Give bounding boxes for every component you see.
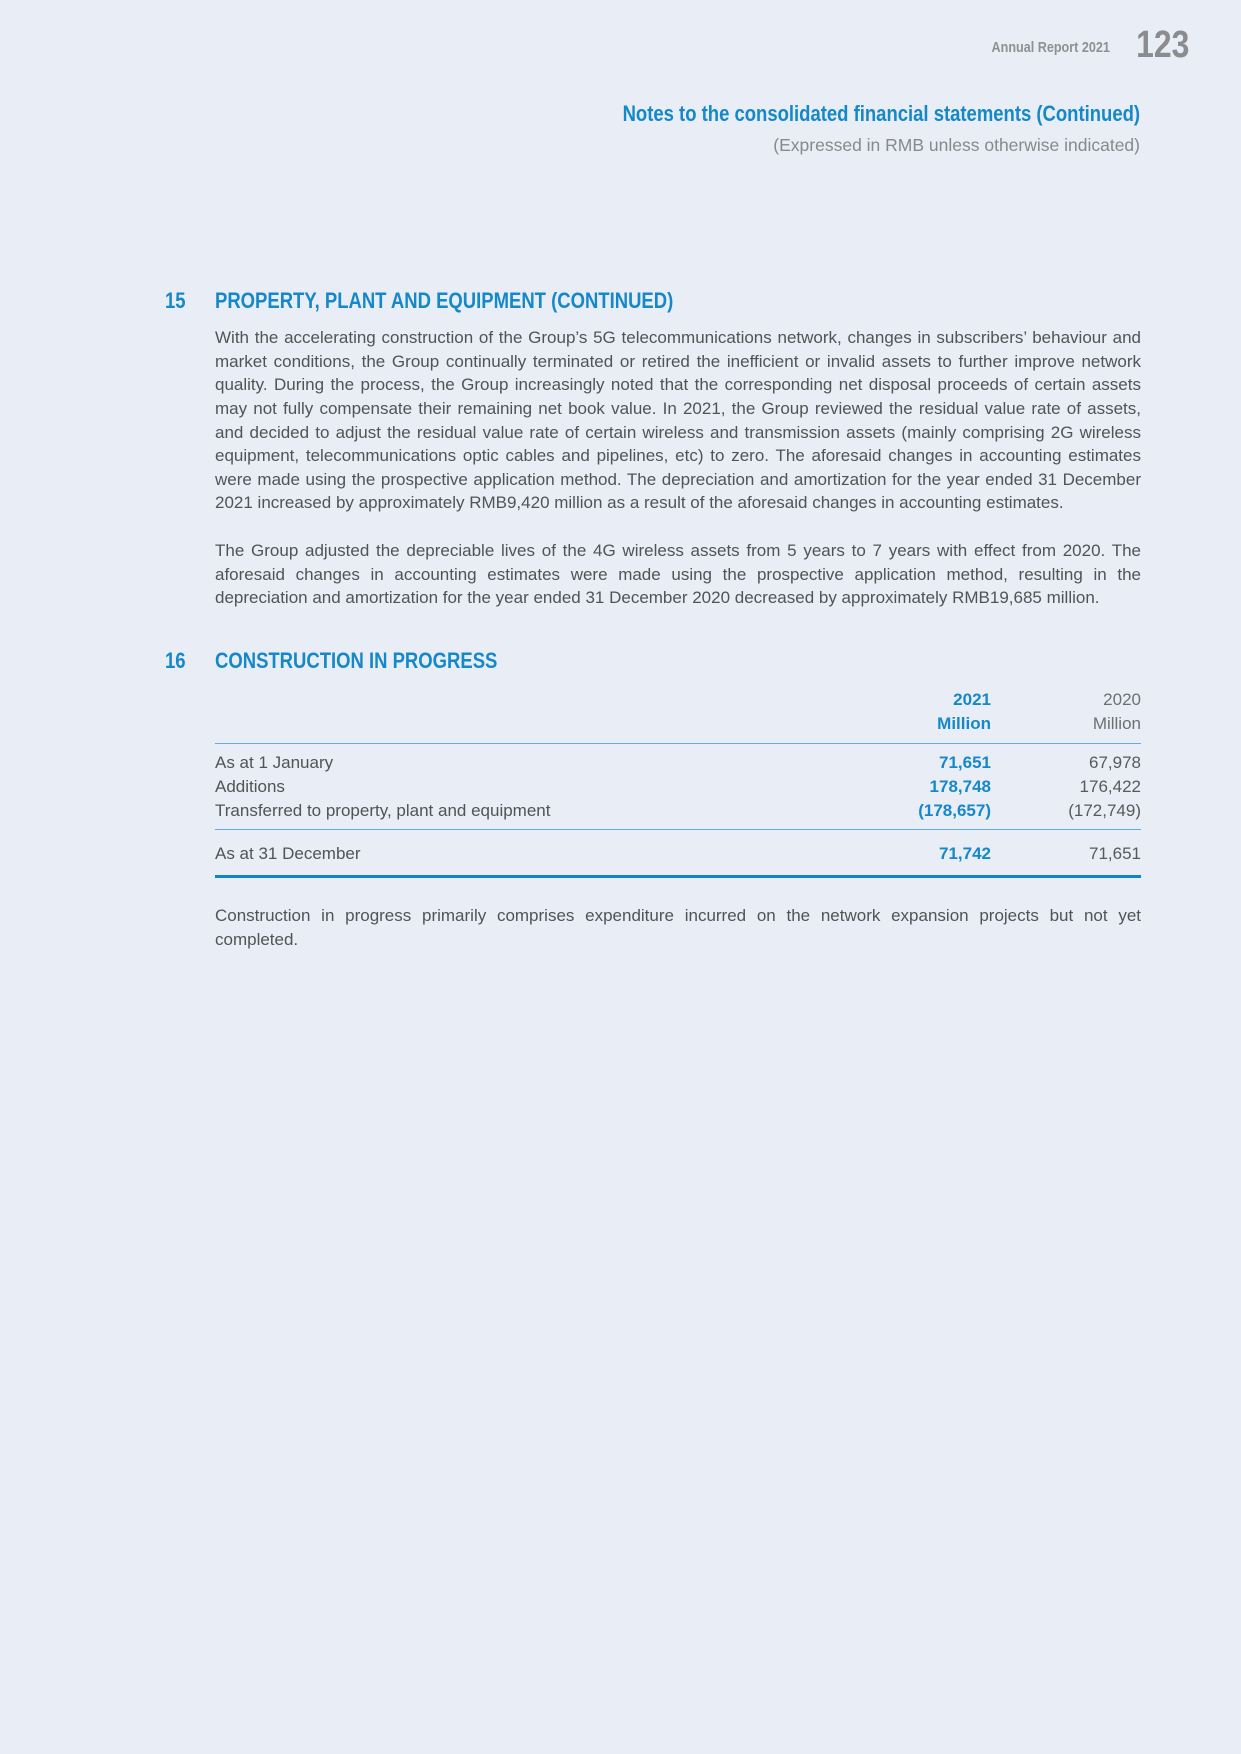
row-value-2020: (172,749) <box>1068 801 1141 821</box>
row-value-2021: 71,651 <box>939 753 991 773</box>
row-label-as-at-1-january: As at 1 January <box>215 753 334 773</box>
section-16 <box>165 648 1141 975</box>
row-value-2021: 178,748 <box>929 777 991 797</box>
page-content <box>165 288 1141 989</box>
table-row <box>215 799 1141 823</box>
table-row <box>215 775 1141 799</box>
section-16-heading: CONSTRUCTION IN PROGRESS <box>215 647 498 673</box>
column-header-year-2020: 2020 <box>1103 690 1141 710</box>
section-15-body <box>215 288 1141 634</box>
row-value-2020: 176,422 <box>1079 777 1141 797</box>
row-label-additions: Additions <box>215 777 285 797</box>
section-16-body <box>215 648 1141 975</box>
section-15-number: 15 <box>165 288 186 313</box>
table-header-unit-row <box>215 712 1141 736</box>
total-value-2021: 71,742 <box>939 844 991 864</box>
column-header-year-2021: 2021 <box>953 690 991 710</box>
table-total-row <box>215 842 1141 866</box>
section-16-paragraph-1: Construction in progress primarily comprises expenditure incurred on the network expansion projects but not yet completed. <box>215 906 1141 949</box>
row-value-2021: (178,657) <box>918 801 991 821</box>
total-value-2020: 71,651 <box>1089 844 1141 864</box>
document-title: Notes to the consolidated financial statements (Continued) <box>622 101 1140 126</box>
page-number: 123 <box>1135 24 1189 66</box>
table-total-section <box>215 830 1141 878</box>
section-15 <box>165 288 1141 634</box>
section-15-number-col <box>165 288 215 634</box>
document-subtitle: (Expressed in RMB unless otherwise indicated) <box>773 135 1140 156</box>
section-15-heading: PROPERTY, PLANT AND EQUIPMENT (CONTINUED) <box>215 288 674 313</box>
section-15-paragraph-2: The Group adjusted the depreciable lives of the 4G wireless assets from 5 years to 7 years with effect from 2020. The aforesaid changes in accounting estimates were made using the prospective application method, resulting in the depreciation and amortization for the year ended 31 December 2020 decreased by approximately RMB19,685 million. <box>215 541 1141 608</box>
column-header-unit-2020: Million <box>1092 714 1141 734</box>
page-header <box>969 24 1189 66</box>
table-header-year-row <box>215 688 1141 712</box>
row-label-as-at-31-december: As at 31 December <box>215 844 361 864</box>
row-label-transferred-to-ppe: Transferred to property, plant and equipment <box>215 801 551 821</box>
column-header-unit-2021: Million <box>937 714 991 734</box>
section-16-number-col <box>165 648 215 975</box>
report-title-label: Annual Report 2021 <box>991 39 1110 57</box>
table-row <box>215 751 1141 775</box>
row-value-2020: 67,978 <box>1089 753 1141 773</box>
construction-in-progress-table <box>215 688 1141 878</box>
section-16-number: 16 <box>165 647 186 673</box>
table-body <box>215 744 1141 830</box>
section-15-paragraph-1: With the accelerating construction of the Group’s 5G telecommunications network, changes in subscribers’ behaviour and market conditions, the Group continually terminated or retired the inefficient or invalid assets to further improve network quality. During the process, the Group increasingly noted that the corresponding net disposal proceeds of certain assets may not fully compensate their remaining net book value. In 2021, the Group reviewed the residual value rate of assets, and decided to adjust the residual value rate of certain wireless and transmission assets (mainly comprising 2G wireless equipment, telecommunications optic cables and pipelines, etc) to zero. The aforesaid changes in accounting estimates were made using the prospective application method. The depreciation and amortization for the year ended 31 December 2021 increased by approximately RMB9,420 million as a result of the aforesaid changes in accounting estimates. <box>215 328 1141 513</box>
table-header <box>215 688 1141 744</box>
title-block <box>524 102 1140 156</box>
